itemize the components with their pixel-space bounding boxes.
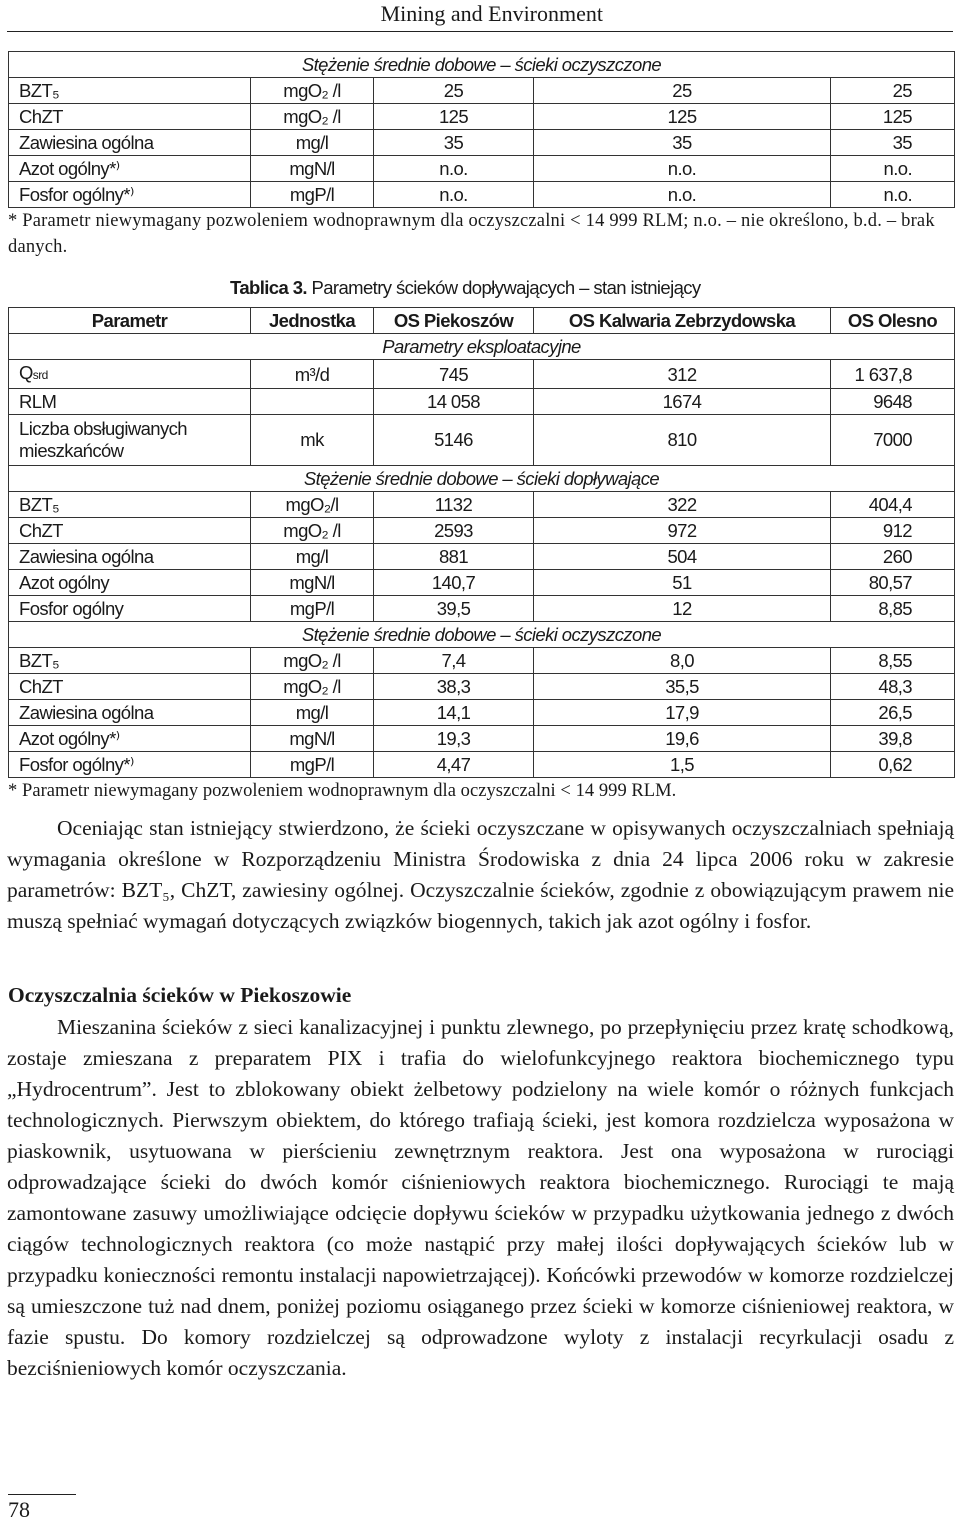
cell-value: 80,57	[831, 570, 955, 596]
cell-value: 7000	[831, 415, 955, 466]
table-row	[9, 648, 955, 674]
table-row	[9, 752, 955, 778]
table-row	[9, 726, 955, 752]
cell-value: 19,3	[374, 726, 534, 752]
cell-value: 14,1	[374, 700, 534, 726]
cell-value: 2593	[374, 518, 534, 544]
body-paragraph-2	[7, 1012, 954, 1384]
table-section-title: Stężenie średnie dobowe – ścieki oczyszczone	[9, 52, 955, 78]
cell-param: BZT₅	[9, 492, 251, 518]
cell-param: RLM	[9, 389, 251, 415]
table-footnote: * Parametr niewymagany pozwoleniem wodnoprawnym dla oczyszczalni < 14 999 RLM.	[8, 781, 677, 801]
cell-value: 1132	[374, 492, 534, 518]
cell-value: 8,85	[831, 596, 955, 622]
cell-unit: mgN/l	[251, 156, 374, 182]
table-row	[9, 156, 955, 182]
cell-value: 125	[831, 104, 955, 130]
cell-param: Fosfor ogólny*⁾	[9, 752, 251, 778]
table-row	[9, 674, 955, 700]
table-row	[9, 104, 955, 130]
cell-unit: m³/d	[251, 360, 374, 389]
cell-param: ChZT	[9, 104, 251, 130]
cell-value: 7,4	[374, 648, 534, 674]
cell-value: 39,5	[374, 596, 534, 622]
cell-value: 4,47	[374, 752, 534, 778]
footer-rule	[8, 1494, 76, 1495]
cell-param: Zawiesina ogólna	[9, 700, 251, 726]
cell-value: 1674	[534, 389, 831, 415]
column-header: OS Piekoszów	[374, 308, 534, 334]
cell-unit: mgO₂ /l	[251, 674, 374, 700]
paragraph-text: Oceniając stan istniejący stwierdzono, że ścieki oczyszczane w opisywanych oczyszczalniach spełniają wymagania określone w Rozporządzeniu Ministra Środowiska z dnia 24 lipca 2006 roku w zakresie parametrów: BZT₅, ChZT, zawiesiny ogólnej. Oczyszczalnie ścieków, zgodnie z obowiązującym prawem nie muszą spełniać wymagań dotyczących związków biogennych, takich jak azot ogólny i fosfor.	[7, 816, 954, 933]
table-row	[9, 415, 955, 466]
table-footnote: * Parametr niewymagany pozwoleniem wodnoprawnym dla oczyszczalni < 14 999 RLM; n.o. – nie określono, b.d. – brak danych.	[8, 211, 935, 257]
cell-value: 39,8	[831, 726, 955, 752]
cell-unit: mgO₂ /l	[251, 518, 374, 544]
running-head: Mining and Environment	[380, 1, 603, 26]
cell-unit: mgP/l	[251, 596, 374, 622]
cell-value: 881	[374, 544, 534, 570]
cell-value: 312	[534, 360, 831, 389]
table-row	[9, 518, 955, 544]
cell-unit: mg/l	[251, 130, 374, 156]
cell-value: 504	[534, 544, 831, 570]
column-header: OS Olesno	[831, 308, 955, 334]
cell-value: 26,5	[831, 700, 955, 726]
cell-value: 8,55	[831, 648, 955, 674]
table-row	[9, 182, 955, 208]
table-section-title: Stężenie średnie dobowe – ścieki oczyszczone	[9, 622, 955, 648]
body-paragraph-1	[7, 813, 954, 937]
cell-value: n.o.	[831, 156, 955, 182]
cell-param: Qsrd	[9, 360, 251, 389]
cell-value: 912	[831, 518, 955, 544]
cell-value: 745	[374, 360, 534, 389]
table-row	[9, 596, 955, 622]
table-row	[9, 360, 955, 389]
cell-value: 9648	[831, 389, 955, 415]
table-caption	[230, 276, 701, 300]
cell-unit: mgP/l	[251, 752, 374, 778]
column-header: OS Kalwaria Zebrzydowska	[534, 308, 831, 334]
cell-param: Zawiesina ogólna	[9, 544, 251, 570]
table-section-title: Parametry eksploatacyjne	[9, 334, 955, 360]
cell-value: 5146	[374, 415, 534, 466]
cell-value: 25	[374, 78, 534, 104]
cell-value: n.o.	[831, 182, 955, 208]
table-row	[9, 78, 955, 104]
cell-value: 35	[831, 130, 955, 156]
table-caption-text: Parametry ścieków dopływających – stan istniejący	[311, 277, 701, 298]
table-row	[9, 492, 955, 518]
cell-param: Azot ogólny	[9, 570, 251, 596]
cell-value: 17,9	[534, 700, 831, 726]
cell-value: 8,0	[534, 648, 831, 674]
cell-param: Fosfor ogólny	[9, 596, 251, 622]
paragraph-text: Mieszanina ścieków z sieci kanalizacyjnej i punktu zlewnego, po przepłynięciu przez kratę schodkową, zostaje zmieszana z preparatem PIX i trafia do wielofunkcyjnego reaktora biochemicznego typu „Hydrocentrum”. Jest to zblokowany obiekt żelbetowy podzielony na wiele komór o różnych funkcjach technologicznych. Pierwszym obiektem, do którego trafiają ścieki, jest komora rozdzielcza wyposażona w piaskownik, usytuowana w pierścieniu zewnętrznym reaktora. Jest ona wyposażona w rurociągi odprowadzające ścieki do dwóch komór ciśnieniowych reaktora biochemicznego. Rurociągi te mają zamontowane zasuwy umożliwiające odcięcie dopływu ścieków w przypadku użytkowania jednego z dwóch ciągów technologicznych reaktora (co może nastąpić przy małej ilości dopływających ścieków lub w przypadku konieczności remontu instalacji napowietrzającej). Końcówki przewodów w komorze rozdzielczej są umieszczone tuż nad dnem, poniżej poziomu osiąganego przez ścieki w komorze ciśnieniowej reaktora, w fazie spustu. Do komory rozdzielczej są odprowadzone wyloty z instalacji recyrkulacji osadu z bezciśnieniowych komór oczyszczania.	[7, 1015, 954, 1380]
page-number: 78	[8, 1497, 30, 1522]
cell-param: ChZT	[9, 518, 251, 544]
table-row	[9, 130, 955, 156]
cell-param: Azot ogólny*⁾	[9, 726, 251, 752]
cell-value: n.o.	[374, 182, 534, 208]
cell-param: BZT₅	[9, 648, 251, 674]
cell-value: 322	[534, 492, 831, 518]
cell-param: ChZT	[9, 674, 251, 700]
table-row	[9, 389, 955, 415]
cell-value: n.o.	[534, 156, 831, 182]
column-header: Jednostka	[251, 308, 374, 334]
cell-param: Liczba obsługiwanych mieszkańców	[9, 415, 251, 466]
cell-param: Fosfor ogólny*⁾	[9, 182, 251, 208]
cell-value: 140,7	[374, 570, 534, 596]
cell-value: 125	[374, 104, 534, 130]
cell-unit: mg/l	[251, 700, 374, 726]
cell-value: 125	[534, 104, 831, 130]
cell-value: 14 058	[374, 389, 534, 415]
cell-value: 1,5	[534, 752, 831, 778]
table-header-row	[9, 308, 955, 334]
table-row	[9, 544, 955, 570]
cell-unit	[251, 389, 374, 415]
cell-value: 25	[831, 78, 955, 104]
cell-value: 1 637,8	[831, 360, 955, 389]
cell-unit: mgO₂ /l	[251, 104, 374, 130]
cell-value: 35,5	[534, 674, 831, 700]
cell-value: 260	[831, 544, 955, 570]
subscript: srd	[32, 368, 48, 382]
cell-unit: mg/l	[251, 544, 374, 570]
cell-unit: mgP/l	[251, 182, 374, 208]
cell-value: 972	[534, 518, 831, 544]
column-header: Parametr	[9, 308, 251, 334]
cell-param: BZT₅	[9, 78, 251, 104]
table-3	[8, 307, 955, 778]
cell-value: n.o.	[534, 182, 831, 208]
page-header	[0, 0, 960, 32]
table-continuation	[8, 51, 955, 208]
cell-value: 38,3	[374, 674, 534, 700]
cell-value: 810	[534, 415, 831, 466]
cell-value: 51	[534, 570, 831, 596]
cell-unit: mk	[251, 415, 374, 466]
cell-value: 35	[374, 130, 534, 156]
cell-param: Azot ogólny*⁾	[9, 156, 251, 182]
cell-value: 35	[534, 130, 831, 156]
cell-value: 48,3	[831, 674, 955, 700]
cell-param: Zawiesina ogólna	[9, 130, 251, 156]
cell-value: 19,6	[534, 726, 831, 752]
table-row	[9, 570, 955, 596]
cell-unit: mgN/l	[251, 726, 374, 752]
cell-unit: mgO₂ /l	[251, 648, 374, 674]
cell-unit: mgO₂ /l	[251, 78, 374, 104]
table-row	[9, 700, 955, 726]
cell-unit: mgN/l	[251, 570, 374, 596]
table-caption-label: Tablica 3.	[230, 277, 307, 298]
cell-value: 25	[534, 78, 831, 104]
cell-value: 0,62	[831, 752, 955, 778]
section-heading: Oczyszczalnia ścieków w Piekoszowie	[8, 983, 352, 1007]
table-section-title: Stężenie średnie dobowe – ścieki dopływające	[9, 466, 955, 492]
cell-value: n.o.	[374, 156, 534, 182]
cell-value: 404,4	[831, 492, 955, 518]
cell-unit: mgO₂/l	[251, 492, 374, 518]
cell-value: 12	[534, 596, 831, 622]
header-rule	[7, 31, 953, 32]
